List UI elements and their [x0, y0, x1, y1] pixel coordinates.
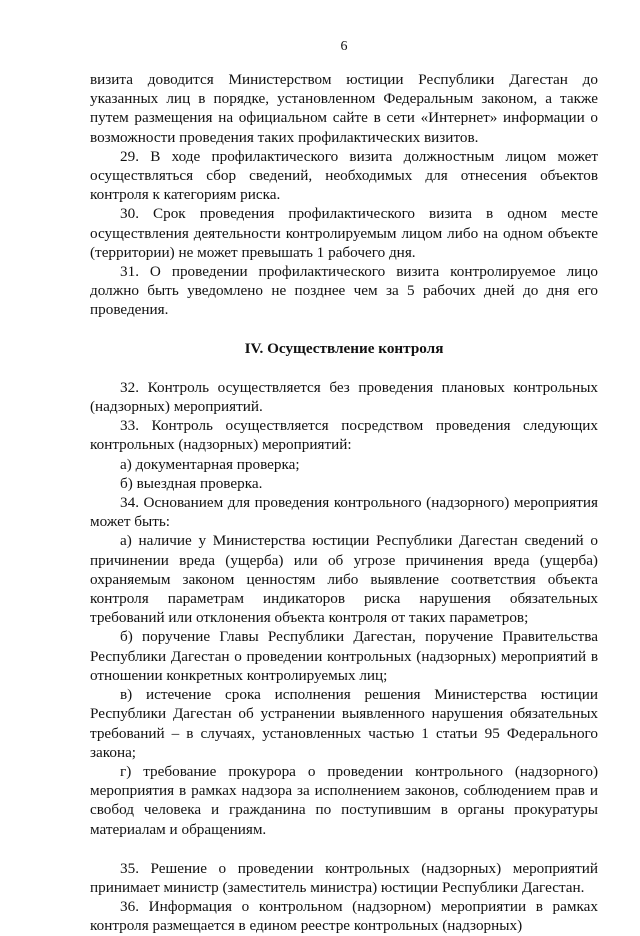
- paragraph-34-item-a: а) наличие у Министерства юстиции Республики Дагестан сведений о причинении вреда (ущерба) или об угрозе причинения вреда (ущерба) охраняемым законом ценностям либо выявление соответствия объекта контроля параметрам индикаторов риска нарушения обязательных требований или отклонения объекта контроля от таких параметров;: [90, 532, 598, 627]
- section-heading: IV. Осуществление контроля: [244, 339, 444, 357]
- page-number: 6: [340, 39, 348, 54]
- paragraph-34-item-g: г) требование прокурора о проведении контрольного (надзорного) мероприятия в рамках надзора за исполнением законов, соблюдением прав и свобод человека и гражданина по поступившим в органы прокуратуры материалам и обращениям.: [90, 762, 598, 838]
- paragraph-gap: [90, 839, 598, 859]
- paragraph-29: 29. В ходе профилактического визита должностным лицом может осуществляться сбор сведений, необходимых для отнесения объектов контроля к категориям риска.: [90, 147, 598, 204]
- paragraph-34-item-v: в) истечение срока исполнения решения Министерства юстиции Республики Дагестан об устранении выявленного нарушения обязательных требований – в случаях, установленных частью 1 статьи 95 Федерального закона;: [90, 686, 598, 761]
- text-block-before-heading: [90, 70, 598, 320]
- paragraph-31: 31. О проведении профилактического визита контролируемое лицо должно быть уведомлено не позднее чем за 5 рабочих дней до дня его проведения.: [90, 263, 598, 319]
- paragraph-35: 35. Решение о проведении контрольных (надзорных) мероприятий принимает министр (заместитель министра) юстиции Республики Дагестан.: [90, 859, 598, 896]
- paragraph-33: 33. Контроль осуществляется посредством проведения следующих контрольных (надзорных) мероприятий:: [90, 417, 598, 454]
- paragraph-34-item-b: б) поручение Главы Республики Дагестан, поручение Правительства Республики Дагестан о проведении контрольных (надзорных) мероприятий в отношении конкретных контролируемых лиц;: [90, 628, 598, 684]
- text-block-section-iv: [90, 378, 598, 839]
- paragraph-30: 30. Срок проведения профилактического визита в одном месте осуществления деятельности контролируемым лицом либо на одном объекте (территории) не может превышать 1 рабочего дня.: [90, 205, 598, 261]
- text-block-after: [90, 859, 598, 936]
- list-item-a: а) документарная проверка;: [120, 455, 300, 473]
- paragraph-36: 36. Информация о контрольном (надзорном) мероприятии в рамках контроля размещается в едином реестре контрольных (надзорных): [90, 898, 598, 935]
- paragraph-continuation: визита доводится Министерством юстиции Республики Дагестан до указанных лиц в порядке, установленном Федеральным законом, а также путем размещения на официальном сайте в сети «Интернет» информации о возможности проведения таких профилактических визитов.: [90, 71, 598, 146]
- paragraph-34: 34. Основанием для проведения контрольного (надзорного) мероприятия может быть:: [90, 494, 598, 531]
- list-item-b: б) выездная проверка.: [120, 474, 263, 492]
- paragraph-32: 32. Контроль осуществляется без проведения плановых контрольных (надзорных) мероприятий.: [90, 378, 598, 416]
